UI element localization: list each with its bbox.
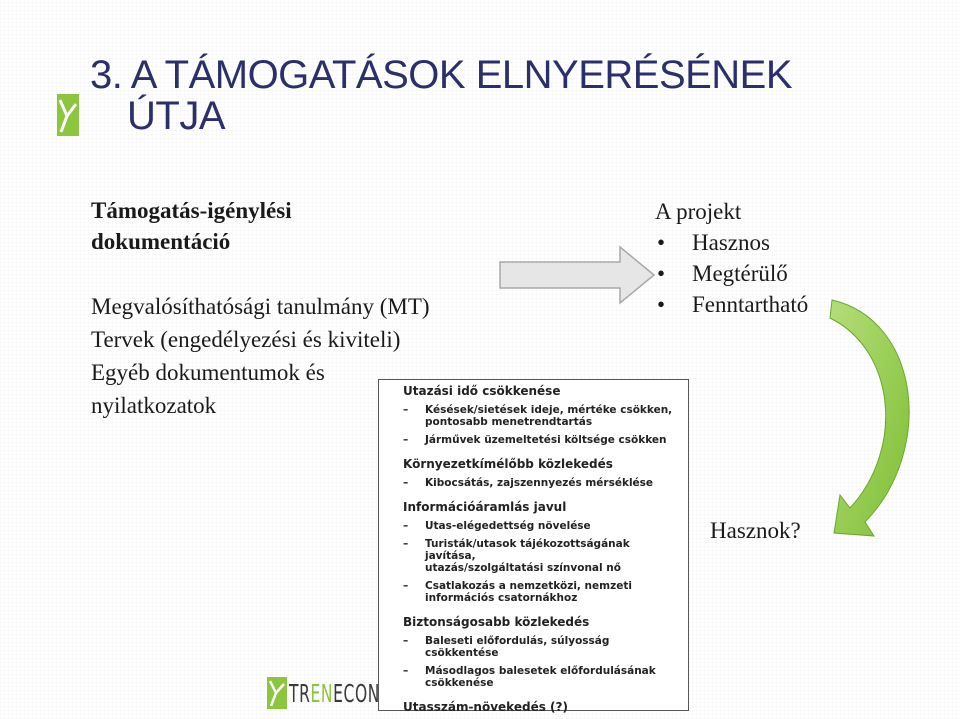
- documentation-heading-line1: Támogatás-igénylési: [91, 198, 292, 223]
- list-item: [403, 404, 676, 428]
- list-item: [403, 580, 676, 604]
- list-item: [403, 434, 676, 446]
- bullet-text: Fenntartható: [692, 292, 809, 317]
- page-title-line2: ÚTJA: [127, 94, 225, 138]
- bullet-text: Megtérülő: [692, 261, 788, 286]
- page-title: [90, 55, 810, 137]
- list-item-text: Turisták/utasok tájékozottságának javítása, utazás/szolgáltatási színvonal nő: [425, 538, 630, 574]
- dash-icon: –: [403, 477, 409, 489]
- curved-arrow-icon: [810, 290, 940, 555]
- list-item: Megvalósíthatósági tanulmány (MT): [91, 294, 430, 319]
- trenecon-logo-icon: [267, 677, 287, 709]
- trenecon-logo: [267, 677, 436, 709]
- right-arrow-icon: [498, 244, 658, 306]
- documentation-heading: [91, 195, 511, 257]
- project-criteria: [655, 196, 808, 320]
- benefits-box: [378, 379, 689, 714]
- list-item-text: Késések/sietések ideje, mértéke csökken, pontosabb menetrendtartás: [425, 404, 673, 428]
- list-item: Egyéb dokumentumok és: [91, 360, 325, 385]
- list-item-text: Utas-elégedettség növelése: [425, 520, 591, 532]
- dash-icon: –: [403, 434, 409, 446]
- benefits-question: Hasznok?: [710, 518, 801, 543]
- dash-icon: –: [403, 580, 409, 592]
- page-title-line1: 3. A TÁMOGATÁSOK ELNYERÉSÉNEK: [90, 53, 793, 97]
- project-heading: A projekt: [655, 199, 742, 224]
- list-item: [403, 520, 676, 532]
- list-item: [403, 538, 676, 574]
- bullet-icon: •: [657, 261, 666, 286]
- trenecon-wordmark: TRENECON: [289, 678, 381, 708]
- list-item-text: Baleseti előfordulás, súlyosság csökkentése: [425, 635, 610, 659]
- list-item: Tervek (engedélyezési és kiviteli): [91, 327, 401, 352]
- dash-icon: –: [403, 635, 409, 647]
- list-item: [655, 227, 808, 258]
- list-item: [403, 665, 676, 689]
- list-item: [403, 635, 676, 659]
- bullet-icon: •: [657, 292, 666, 317]
- list-item-text: Másodlagos balesetek előfordulásának csökkenése: [425, 665, 656, 689]
- box-section-title: Utasszám-növekedés (?): [403, 700, 568, 714]
- documentation-heading-line2: dokumentáció: [91, 229, 231, 254]
- dash-icon: –: [403, 520, 409, 532]
- bullet-icon: •: [657, 230, 666, 255]
- list-item: nyilatkozatok: [91, 393, 217, 418]
- box-section-title: Biztonságosabb közlekedés: [403, 615, 590, 629]
- list-item-text: Csatlakozás a nemzetközi, nemzeti információs csatornákhoz: [425, 580, 632, 604]
- dash-icon: –: [403, 538, 409, 550]
- list-item-text: Járművek üzemeltetési költsége csökken: [425, 434, 667, 446]
- box-section-title: Környezetkímélőbb közlekedés: [403, 457, 613, 471]
- box-section-title: Információáramlás javul: [403, 500, 567, 514]
- logo-mark-icon: [57, 94, 79, 136]
- list-item: [655, 289, 808, 320]
- bullet-text: Hasznos: [692, 230, 770, 255]
- list-item: [403, 477, 676, 489]
- box-section-title: Utazási idő csökkenése: [403, 384, 561, 398]
- list-item-text: Kibocsátás, zajszennyezés mérséklése: [425, 477, 654, 489]
- dash-icon: –: [403, 404, 409, 416]
- list-item: [655, 258, 808, 289]
- dash-icon: –: [403, 665, 409, 677]
